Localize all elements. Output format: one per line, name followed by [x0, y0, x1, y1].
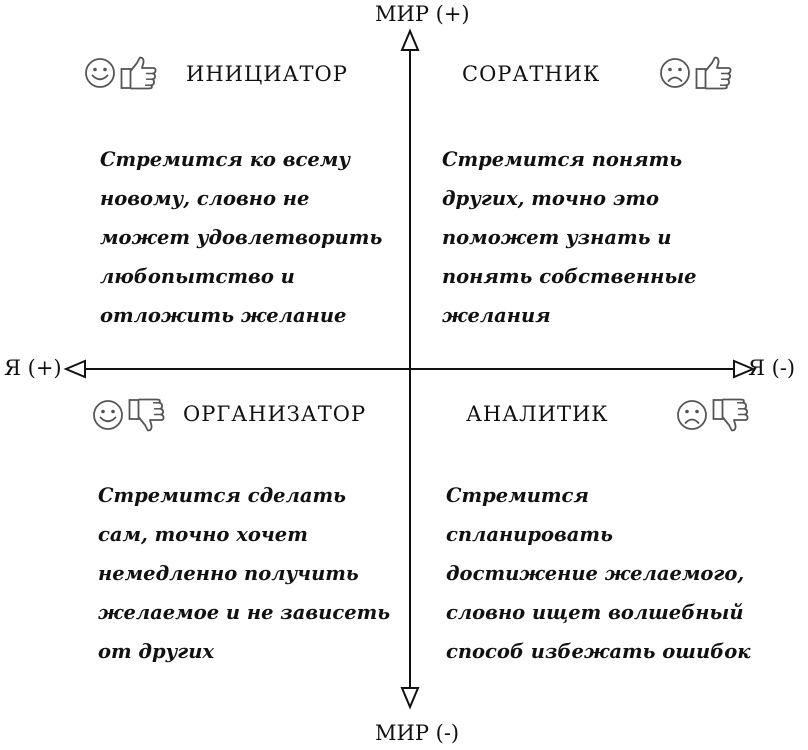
thumb-down-icon — [128, 398, 166, 432]
quadrant-title-top-left: ИНИЦИАТОР — [186, 62, 348, 86]
axis-label-top: МИР (+) — [375, 2, 470, 26]
axis-label-left: Я (+) — [4, 356, 62, 380]
quadrant-description-top-right: Стремится понять других, точно это поможет узнать и понять собственные желания — [442, 148, 697, 327]
quadrant-title-bottom-left: ОРГАНИЗАТОР — [183, 402, 367, 426]
quadrant-description-top-left: Стремится ко всему новому, словно не может удовлетворить любопытство и отложить желание — [100, 148, 383, 327]
quadrant-icons-bottom-right — [676, 398, 750, 432]
thumb-down-icon — [712, 398, 750, 432]
sad-face-icon — [676, 399, 708, 431]
quadrant-icons-top-left — [84, 56, 158, 90]
axis-label-right: Я (-) — [748, 356, 796, 380]
quadrant-description-bottom-left: Стремится сделать сам, точно хочет немедленно получить желаемое и не зависеть от других — [98, 484, 391, 663]
quadrant-icons-bottom-left — [92, 398, 166, 432]
thumb-up-icon — [695, 56, 733, 90]
quadrant-description-bottom-right: Стремится спланировать достижение желаемого, словно ищет волшебный способ избежать ошибок — [446, 484, 751, 663]
thumb-up-icon — [120, 56, 158, 90]
happy-face-icon — [92, 399, 124, 431]
arrow-left-icon — [66, 361, 85, 377]
happy-face-icon — [84, 57, 116, 89]
axis-label-bottom: МИР (-) — [375, 721, 460, 745]
quadrant-icons-top-right — [659, 56, 733, 90]
quadrant-title-top-right: СОРАТНИК — [462, 62, 601, 86]
quadrant-title-bottom-right: АНАЛИТИК — [466, 402, 609, 426]
sad-face-icon — [659, 57, 691, 89]
arrow-down-icon — [402, 688, 418, 707]
arrow-up-icon — [402, 31, 418, 50]
